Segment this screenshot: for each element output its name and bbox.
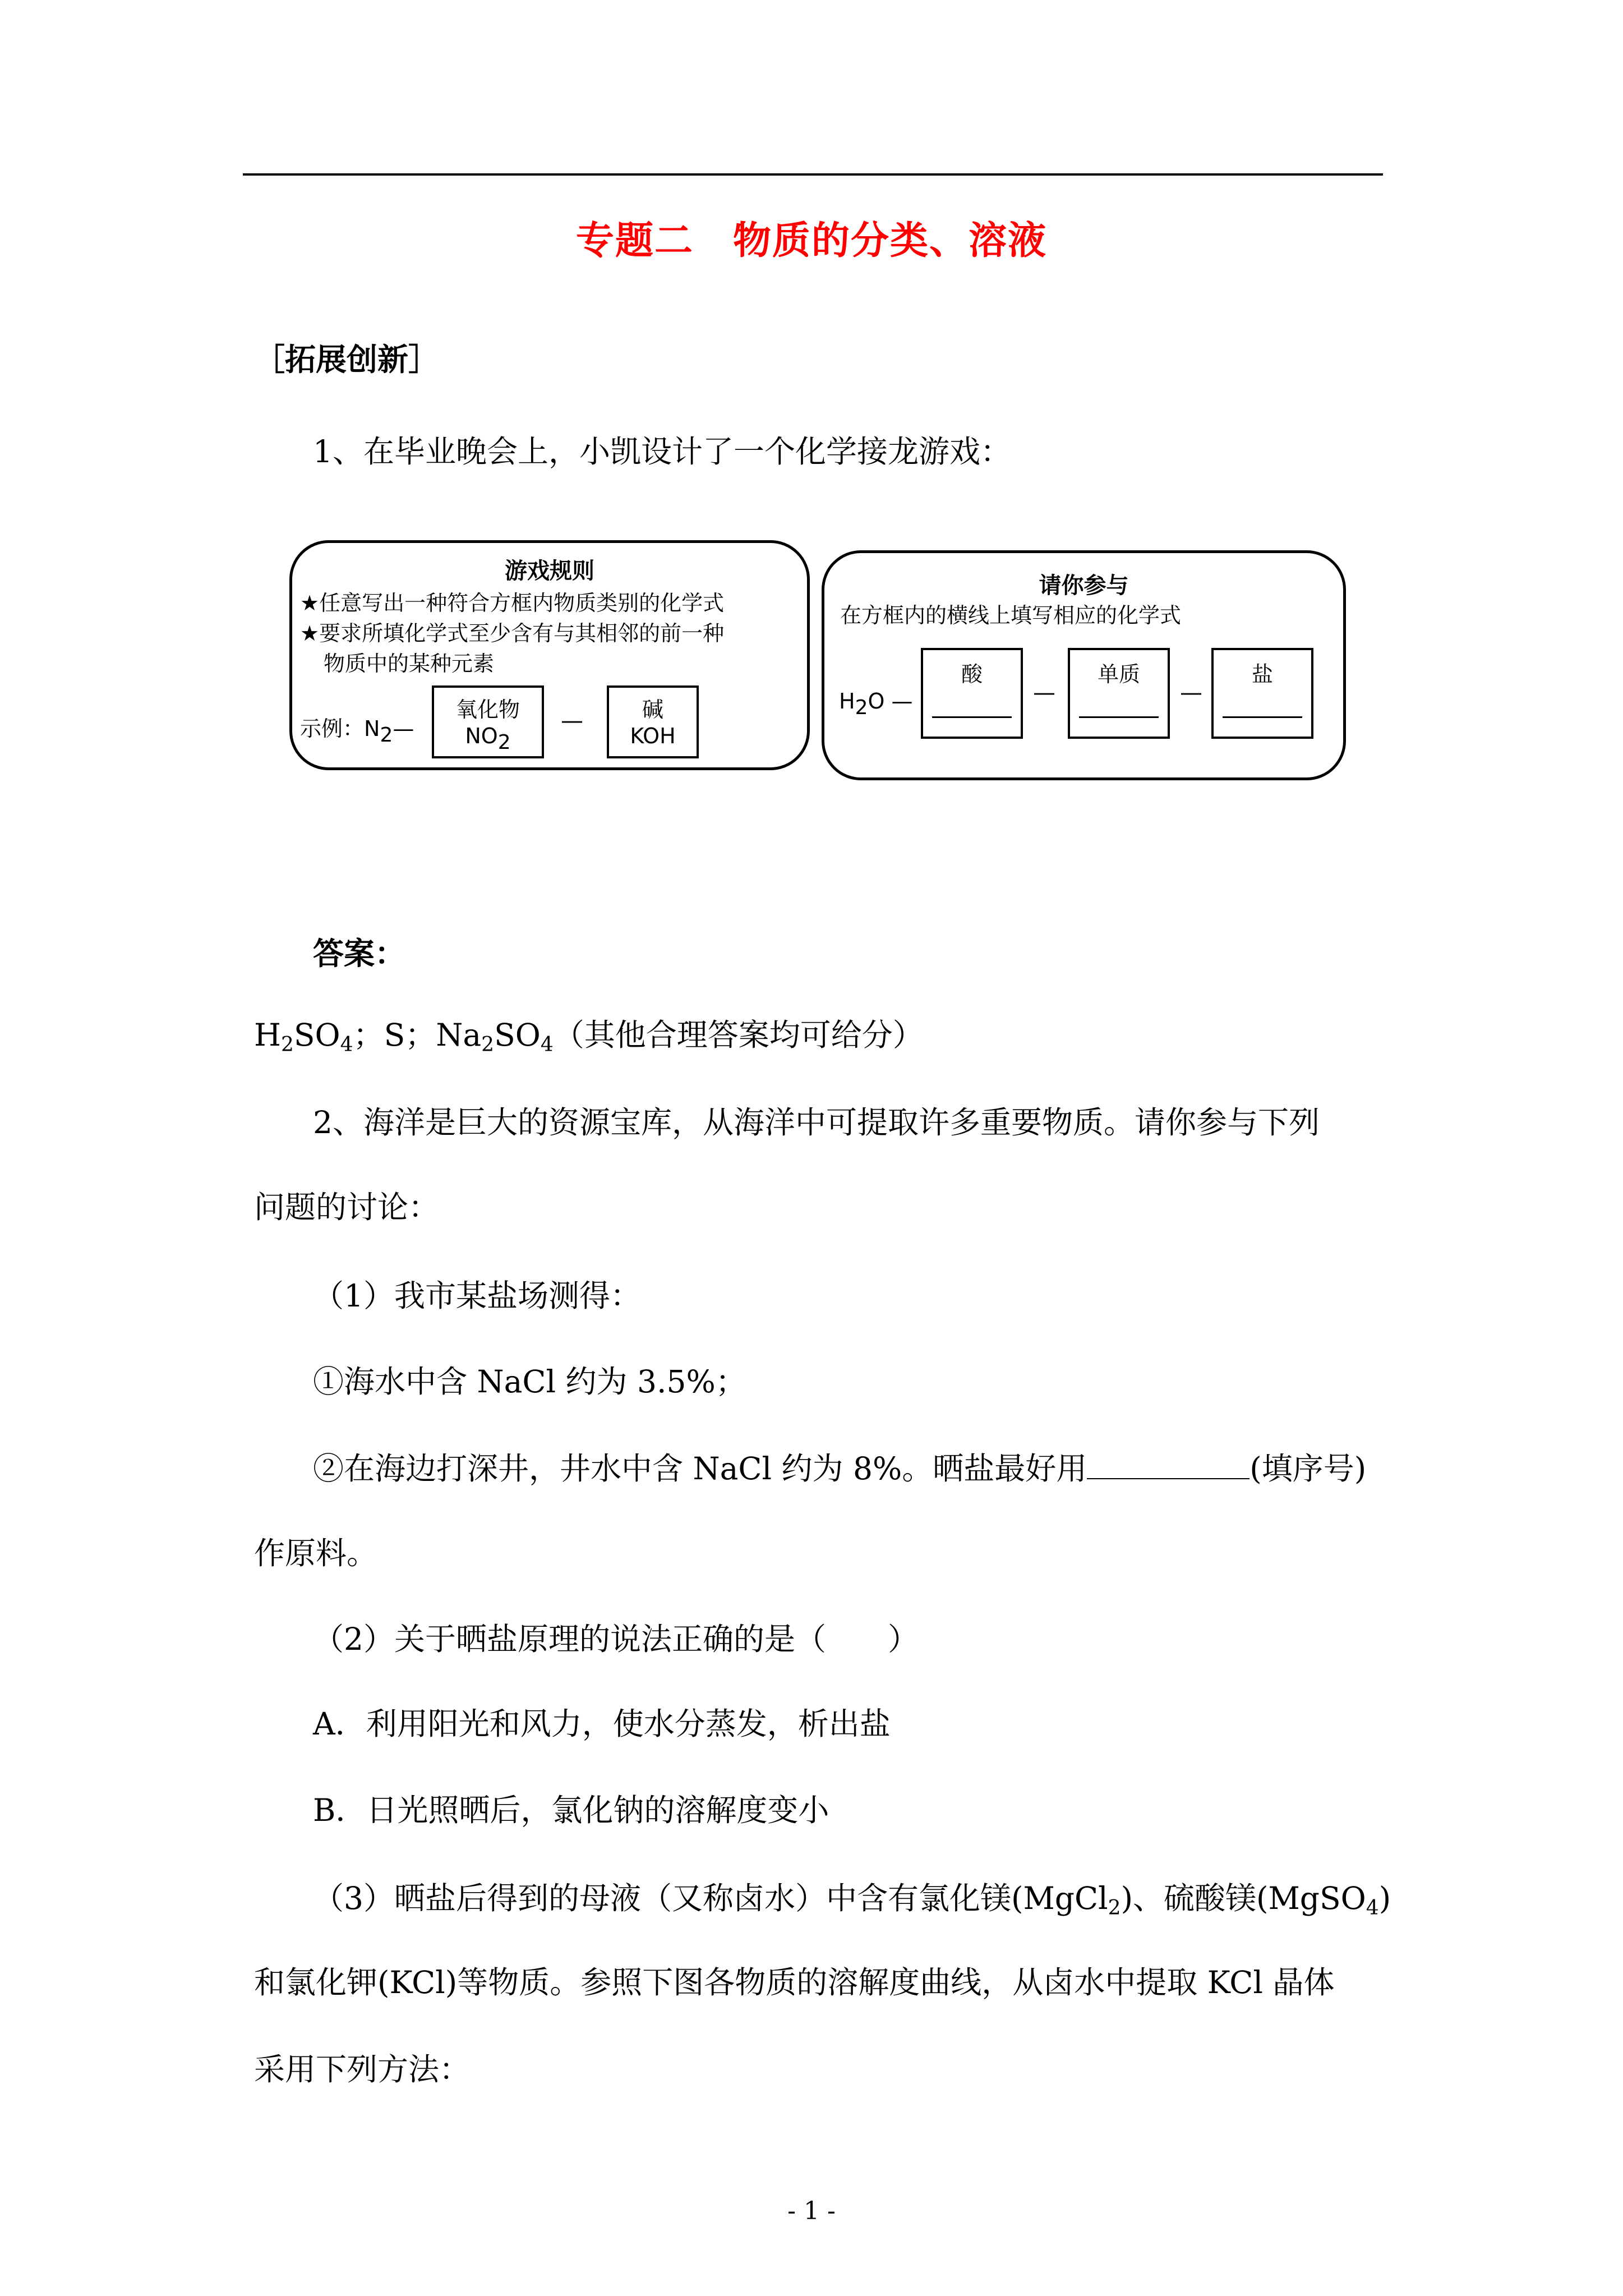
connector-dash: — (1033, 680, 1055, 706)
question-2-part-3-line-2: 和氯化钾(KCl)等物质。参照下图各物质的溶解度曲线，从卤水中提取 KCl 晶体 (254, 1964, 1335, 2000)
oxide-formula: $NO_2$ (465, 724, 511, 754)
start-formula: $H_2O$ — (839, 689, 913, 719)
question-2-part-2: （2）关于晒盐原理的说法正确的是（ ） (313, 1621, 919, 1657)
option-a: A．利用阳光和风力，使水分蒸发，析出盐 (313, 1706, 891, 1742)
page-number: - 1 - (787, 2197, 836, 2225)
example-base-box (607, 685, 699, 758)
acid-box (921, 648, 1023, 739)
connector-dash: — (1180, 680, 1202, 706)
question-2-part-1: （1）我市某盐场测得： (313, 1278, 641, 1314)
salt-box (1211, 648, 1313, 739)
page-title: 专题二 物质的分类、溶液 (575, 218, 1047, 263)
question-2-part-1c: 作原料。 (254, 1535, 378, 1571)
base-label: 碱 (642, 697, 663, 722)
game-rules-title: 游戏规则 (505, 558, 594, 584)
rule-line-2: ★要求所填化学式至少含有与其相邻的前一种 (300, 621, 725, 646)
example-oxide-box (432, 685, 544, 758)
section-heading: ［拓展创新］ (254, 341, 440, 378)
element-label: 单质 (1097, 662, 1140, 687)
participate-title: 请你参与 (1039, 573, 1129, 599)
question-2-part-3-line-1: （3）晒盐后得到的母液（又称卤水）中含有氯化镁(MgCl$_2$)、硫酸镁(MgSO$_4$) (313, 1880, 1391, 1920)
participate-instruction: 在方框内的横线上填写相应的化学式 (840, 603, 1182, 628)
question-1-stem: 1、在毕业晚会上，小凯设计了一个化学接龙游戏： (313, 434, 1011, 470)
question-2-part-1b: ②在海边打深井，井水中含 NaCl 约为 8%。晒盐最好用 (填序号) (313, 1451, 1367, 1487)
element-box (1068, 648, 1170, 739)
acid-label: 酸 (961, 662, 983, 687)
acid-answer-line (932, 716, 1012, 718)
header-rule (243, 173, 1383, 176)
oxide-label: 氧化物 (455, 697, 520, 722)
salt-label: 盐 (1251, 662, 1273, 687)
example-label: 示例：$N_2—$ (300, 716, 414, 747)
fill-in-blank[interactable] (1087, 1453, 1249, 1479)
answer-text: $H_2SO_4$；S；$Na_2SO_4$（其他合理答案均可给分） (254, 1017, 924, 1056)
base-formula: KOH (630, 724, 676, 748)
salt-answer-line (1223, 716, 1302, 718)
question-2-stem-line-2: 问题的讨论： (254, 1189, 440, 1225)
rule-line-1: ★任意写出一种符合方框内物质类别的化学式 (300, 591, 725, 615)
game-rules-panel (289, 540, 810, 770)
answer-label: 答案： (313, 935, 406, 972)
question-2-part-3-line-3: 采用下列方法： (254, 2051, 471, 2087)
option-b: B．日光照晒后，氯化钠的溶解度变小 (313, 1792, 829, 1828)
rule-line-3: 物质中的某种元素 (324, 651, 495, 676)
connector-dash: — (561, 708, 583, 734)
question-2-stem-line-1: 2、海洋是巨大的资源宝库，从海洋中可提取许多重要物质。请你参与下列 (313, 1105, 1320, 1140)
question-2-part-1a: ①海水中含 NaCl 约为 3.5%； (313, 1364, 746, 1400)
element-answer-line (1079, 716, 1159, 718)
